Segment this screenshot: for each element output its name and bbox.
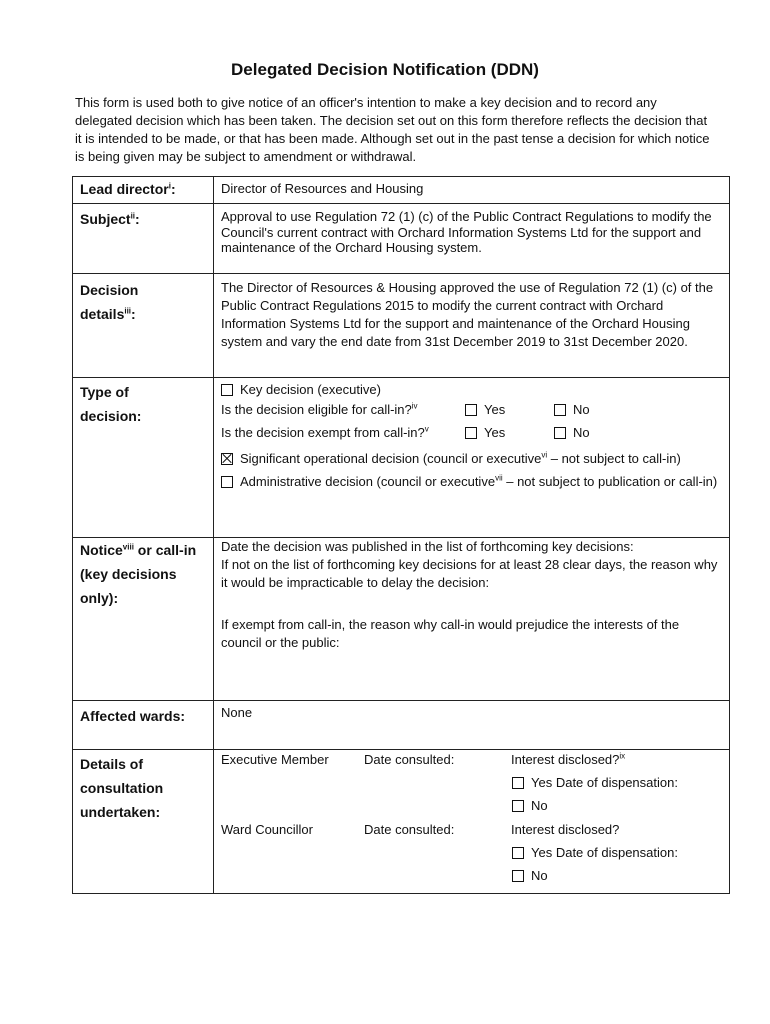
significant-decision-label: Significant operational decision (council or executive — [240, 451, 542, 466]
exec-interest-no-checkbox[interactable] — [512, 800, 524, 812]
affected-wards-row — [73, 701, 730, 750]
callin-exempt-question: Is the decision exempt from call-in? — [221, 425, 425, 440]
decision-details-value: The Director of Resources & Housing approved the use of Regulation 72 (1) (c) of the Public Contract Regulations 2015 to modify the current contract with Orchard Information Systems Ltd for the support and maintenance of the Orchard Housing system and vary the end date from 31st December 2019 to 31st December 2020. — [221, 280, 714, 349]
callin-eligible-no-checkbox[interactable] — [554, 404, 566, 416]
page-title: Delegated Decision Notification (DDN) — [231, 60, 539, 79]
lead-director-value: Director of Resources and Housing — [221, 181, 424, 196]
subject-label: Subject — [80, 211, 131, 227]
affected-wards-value: None — [221, 705, 253, 720]
consultation-row — [73, 750, 730, 894]
footnote-marker: viii — [122, 542, 134, 552]
administrative-decision-label: Administrative decision (council or executive — [240, 474, 496, 489]
notice-label: Notice — [80, 542, 123, 558]
subject-value: Approval to use Regulation 72 (1) (c) of the Public Contract Regulations to modify the Council's current contract with Orchard Information Systems Ltd for the support and maintenance of the Orchard Housing system. — [221, 209, 712, 255]
not-on-list-prompt: If not on the list of forthcoming key decisions for at least 28 clear days, the reason why it would be impracticable to delay the decision: — [221, 557, 718, 590]
type-of-decision-row: Type of decision: Key decision (executive) Is the decision eligible for call-in?$^{iv}$ Yes No Is the decision exempt from call-in?$^v$ Yes No Significant operational decision (council or executive$^{vi}$ – not subject to call-in) Administrative decision (council or executive$^{vii}$ – not subject to publication or call-in) — [73, 378, 730, 538]
footnote-marker: ii — [130, 211, 136, 221]
subject-row: Subject$^{ii}$: Approval to use Regulation 72 (1) (c) of the Public Contract Regulations to modify the Council's current contract with Orchard Information Systems Ltd for the support and maintenance of the Orchard Housing system. — [73, 204, 730, 274]
consultation-ward-councillor: Ward Councillor Date consulted: Interest disclosed? Yes Date of dispensation: No — [221, 822, 678, 883]
type-of-decision-label: Type of — [80, 384, 129, 400]
callin-eligible-yes-checkbox[interactable] — [465, 404, 477, 416]
footnote-marker: i — [168, 181, 171, 191]
administrative-decision-checkbox[interactable] — [221, 476, 233, 488]
decision-details-row: Decision details$^{iii}$: The Director of Resources & Housing approved the use of Regulation 72 (1) (c) of the Public Contract Regulations 2015 to modify the current contract with Orchard Information Systems Ltd for the support and maintenance of the Orchard Housing system and vary the end date from 31st December 2019 to 31st December 2020. — [73, 274, 730, 378]
ward-interest-yes-checkbox[interactable] — [512, 847, 524, 859]
footnote-marker: iii — [124, 306, 132, 316]
published-date-prompt: Date the decision was published in the list of forthcoming key decisions: — [221, 539, 634, 554]
exempt-reason-prompt: If exempt from call-in, the reason why call-in would prejudice the interests of the council or the public: — [221, 617, 680, 650]
callin-exempt-yes-checkbox[interactable] — [465, 427, 477, 439]
lead-director-label: Lead director — [80, 181, 169, 197]
callin-exempt-no-checkbox[interactable] — [554, 427, 566, 439]
decision-details-label: Decision — [80, 282, 139, 298]
key-decision-checkbox[interactable] — [221, 384, 233, 396]
consultation-label: Details of consultation undertaken: — [80, 756, 164, 820]
exec-interest-yes-checkbox[interactable] — [512, 777, 524, 789]
significant-decision-checkbox[interactable] — [221, 453, 233, 465]
lead-director-row: Lead director$^i$: Director of Resources and Housing — [73, 177, 730, 204]
notice-row: Notice$^{viii}$ or call-in (key decisions only): Date the decision was published in the list of forthcoming key decisions: If not on the list of forthcoming key decisions for at least 28 clear days, the reason why it would be impracticable to delay the decision: If exempt from call-in, the reason why call-in would prejudice the interests of the council or the public: — [73, 538, 730, 701]
intro-paragraph: This form is used both to give notice of an officer's intention to make a key decision and to record any delegated decision which has been taken. The decision set out on this form therefore reflects the decision that it is intended to be made, or that has been made. Although set out in the past tense a decision for which notice is being given may be subject to amendment or withdrawal. — [75, 95, 710, 164]
decision-form-table — [72, 176, 730, 894]
consultation-executive-member: Executive Member Date consulted: Interest disclosed?$^{ix}$ Yes Date of dispensation: No — [221, 751, 678, 813]
ward-interest-no-checkbox[interactable] — [512, 870, 524, 882]
callin-eligible-question: Is the decision eligible for call-in? — [221, 402, 412, 417]
affected-wards-label: Affected wards: — [80, 708, 186, 724]
key-decision-label: Key decision (executive) — [240, 382, 381, 397]
